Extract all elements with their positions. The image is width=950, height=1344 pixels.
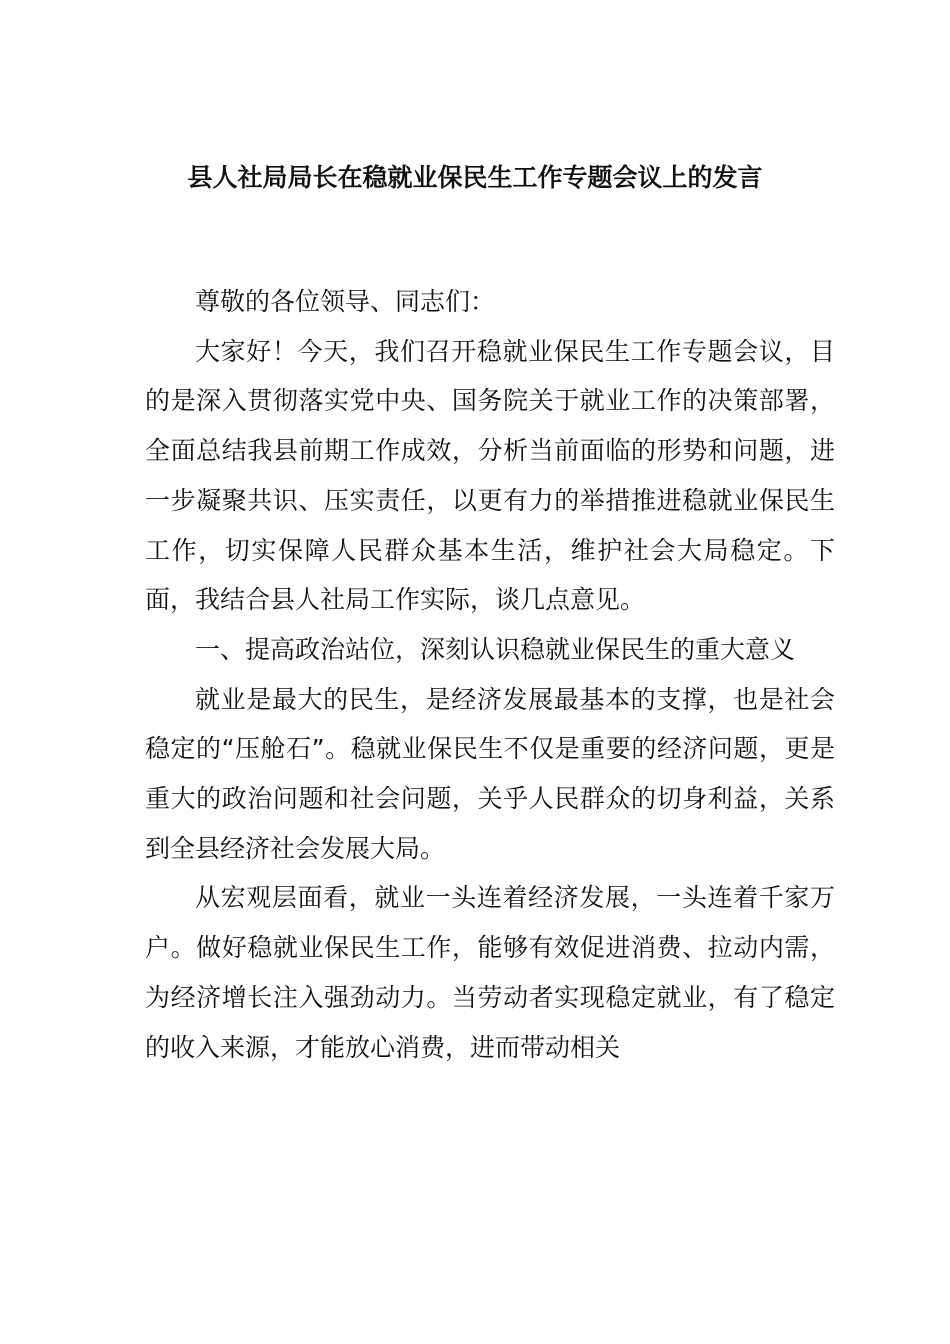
document-title: 县人社局局长在稳就业保民生工作专题会议上的发言 [187,163,763,192]
salutation-paragraph: 尊敬的各位领导、同志们： [195,287,496,316]
body-paragraph: 就业是最大的民生，是经济发展最基本的支撑，也是社会稳定的“压舱石”。稳就业保民生不仅是重要的经济问题，更是重大的政治问题和社会问题，关乎人民群众的切身利益，关系到全县经济社会发展大局。 [145,684,835,863]
document-body [145,277,835,1072]
opening-paragraph: 大家好！今天，我们召开稳就业保民生工作专题会议，目的是深入贯彻落实党中央、国务院关于就业工作的决策部署，全面总结我县前期工作成效，分析当前面临的形势和问题，进一步凝聚共识、压实责任，以更有力的举措推进稳就业保民生工作，切实保障人民群众基本生活，维护社会大局稳定。下面，我结合县人社局工作实际，谈几点意见。 [145,336,835,615]
section-heading-1: 一、提高政治站位，深刻认识稳就业保民生的重大意义 [195,634,796,664]
body-paragraph: 从宏观层面看，就业一头连着经济发展，一头连着千家万户。做好稳就业保民生工作，能够有效促进消费、拉动内需，为经济增长注入强劲动力。当劳动者实现稳定就业，有了稳定的收入来源，才能放心消费，进而带动相关 [145,883,835,1062]
